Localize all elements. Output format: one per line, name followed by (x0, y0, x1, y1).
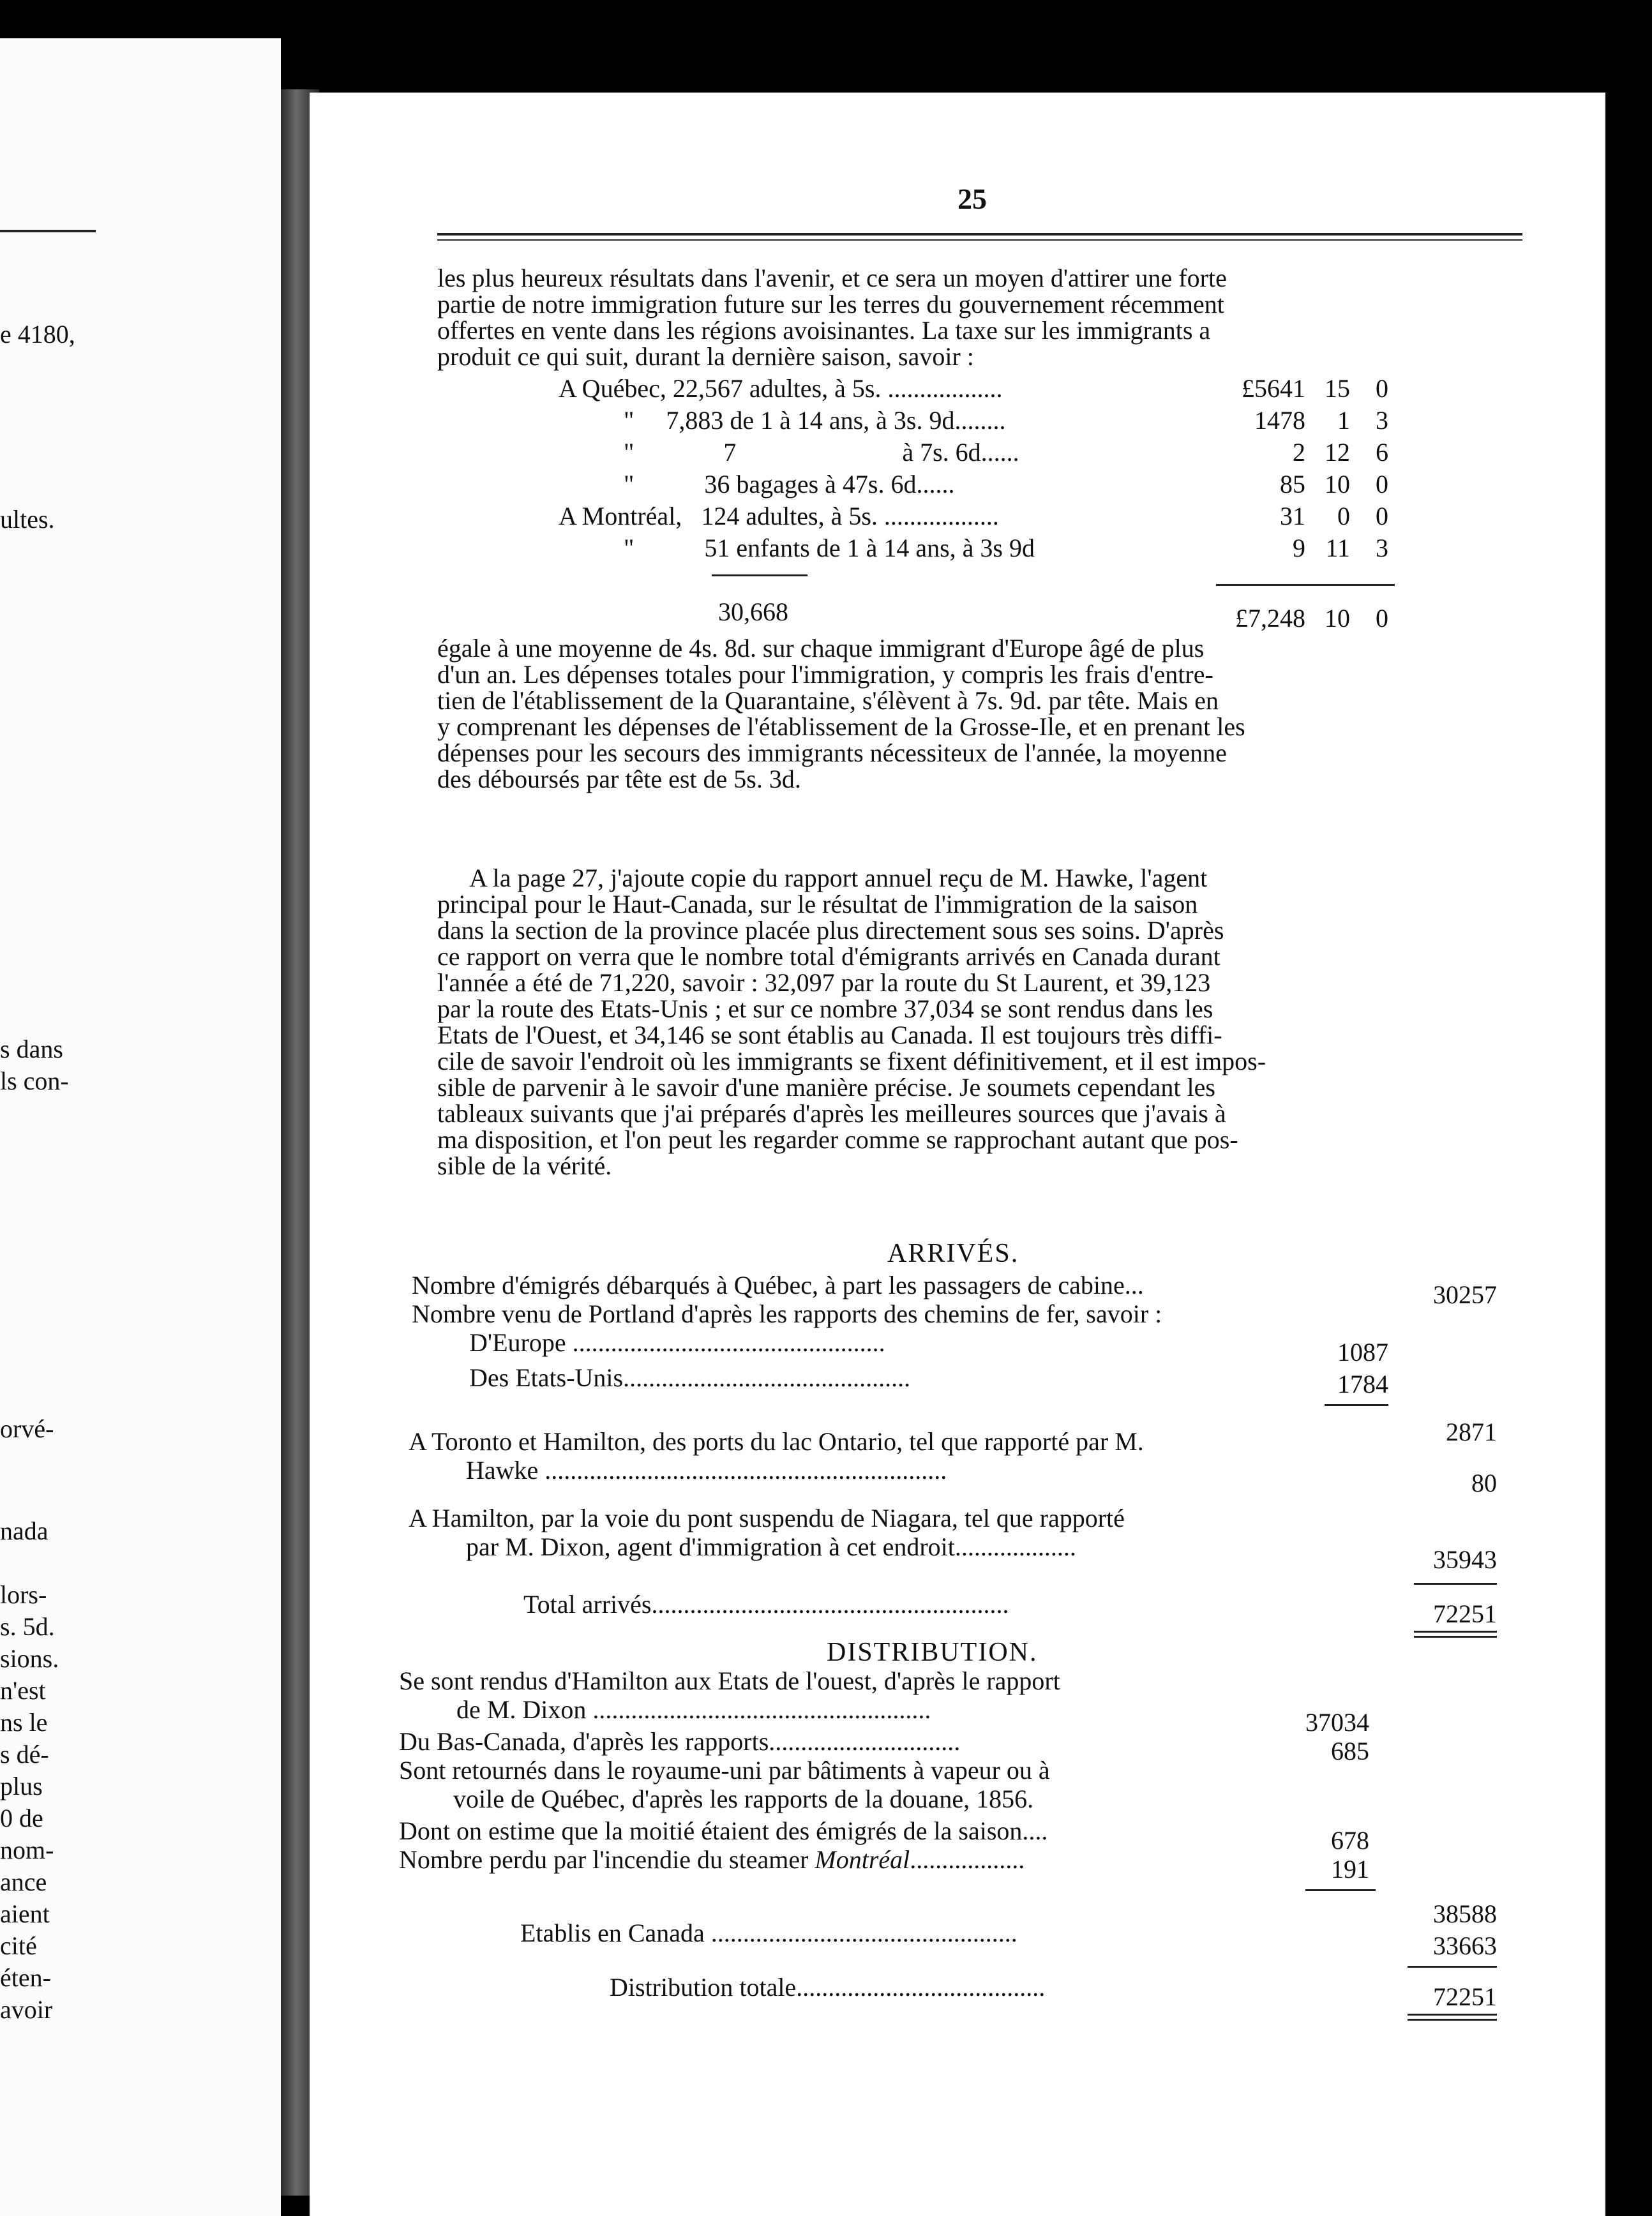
distribution-line: Etablis en Canada ................................................ (520, 1919, 1017, 1947)
arrives-value: 80 (1471, 1469, 1497, 1497)
arrives-line: A Toronto et Hamilton, des ports du lac Ontario, tel que rapporté par M. (409, 1427, 1144, 1456)
text-line: y comprenant les dépenses de l'établissement de la Grosse-Ile, et en prenant les (437, 712, 1245, 741)
distribution-line: Sont retournés dans le royaume-uni par bâtiments à vapeur ou à (399, 1756, 1050, 1785)
count: 124 (701, 502, 740, 530)
text-line: ma disposition, et l'on peut les regarder comme se rapprochant autant que pos- (437, 1125, 1238, 1154)
place: " (624, 406, 635, 435)
desc: de 1 à 14 ans, à 3s. 9d........ (730, 406, 1006, 435)
table-row (624, 469, 954, 499)
left-fragment: plus (0, 1772, 43, 1800)
text-line: tableaux suivants que j'ai préparés d'après les meilleures sources que j'avais à (437, 1099, 1226, 1128)
distribution-line: Du Bas-Canada, d'après les rapports.............................. (399, 1727, 961, 1756)
left-facing-page (0, 38, 281, 2216)
text-line: cile de savoir l'endroit où les immigrants se fixent définitivement, et il est impos- (437, 1047, 1266, 1075)
place: A Québec, (559, 374, 666, 403)
table-row (559, 373, 1002, 403)
text-line: d'un an. Les dépenses totales pour l'immigration, y compris les frais d'entre- (437, 660, 1213, 689)
table-row (624, 533, 1035, 563)
left-fragment: e 4180, (0, 320, 75, 348)
table-row (624, 437, 1019, 467)
left-fragment: aient (0, 1899, 50, 1928)
text-line: sible de la vérité. (437, 1151, 612, 1180)
total-pence: 0 (1376, 604, 1388, 633)
left-fragment: s. 5d. (0, 1612, 55, 1641)
distribution-line: Se sont rendus d'Hamilton aux Etats de l'ouest, d'après le rapport (399, 1666, 1060, 1695)
place: " (624, 470, 635, 498)
sub-rule (1325, 1404, 1388, 1406)
text-line: principal pour le Haut-Canada, sur le résultat de l'immigration de la saison (437, 890, 1198, 918)
left-fragment: sions. (0, 1644, 59, 1673)
distribution-value: 678 (1331, 1826, 1369, 1855)
arrives-line: A Hamilton, par la voie du pont suspendu de Niagara, tel que rapporté (409, 1504, 1125, 1532)
shillings: 11 (1325, 534, 1350, 562)
left-fragment: ance (0, 1868, 47, 1896)
steamer-name: Montréal (815, 1845, 910, 1874)
arrives-total-label: Total arrivés........................................................ (523, 1590, 1009, 1619)
distribution-line (399, 1845, 1025, 1875)
arrives-value: 30257 (1433, 1280, 1497, 1309)
sub-rule (1305, 1889, 1376, 1891)
text-line: par la route des Etats-Unis ; et sur ce nombre 37,034 se sont rendus dans les (437, 994, 1213, 1023)
total-double-rule (1408, 2014, 1497, 2021)
paragraph-average-cost (437, 635, 1529, 792)
page-number: 25 (957, 183, 987, 215)
distribution-line: voile de Québec, d'après les rapports de la douane, 1856. (453, 1785, 1034, 1813)
left-fragment: éten- (0, 1963, 51, 1992)
arrives-line: Nombre venu de Portland d'après les rapports des chemins de fer, savoir : (412, 1299, 1162, 1328)
left-fragment: ls con- (0, 1067, 69, 1095)
left-fragment: avoir (0, 1995, 53, 2024)
table-row (559, 501, 999, 531)
text-line: offertes en vente dans les régions avoisinantes. La taxe sur les immigrants a (437, 316, 1211, 345)
pence: 3 (1376, 406, 1388, 435)
distribution-value: 37034 (1305, 1708, 1369, 1737)
pounds: 9 (1293, 534, 1305, 562)
pence: 6 (1376, 438, 1388, 467)
text-line: l'année a été de 71,220, savoir : 32,097 par la route du St Laurent, et 39,123 (437, 968, 1211, 997)
text-line: produit ce qui suit, durant la dernière saison, savoir : (437, 342, 974, 371)
distribution-line-text: Nombre perdu par l'incendie du steamer (399, 1845, 815, 1874)
shillings: 1 (1337, 406, 1350, 435)
text-line: dans la section de la province placée plus directement sous ses soins. D'après (437, 916, 1224, 945)
shillings: 15 (1325, 374, 1350, 403)
text-line: les plus heureux résultats dans l'avenir, et ce sera un moyen d'attirer une forte (437, 264, 1227, 292)
pounds: £5641 (1242, 374, 1305, 403)
table-row (624, 405, 1005, 435)
text-line: sible de parvenir à le savoir d'une manière précise. Je soumets cependant les (437, 1073, 1215, 1102)
arrives-value: 1784 (1337, 1370, 1388, 1398)
paragraph-hawke-report (437, 865, 1529, 1179)
total-rule (1414, 1583, 1497, 1585)
desc: adultes, à 5s. .................. (749, 374, 1003, 403)
money-total-rule (1216, 584, 1395, 586)
count: 36 (704, 470, 730, 498)
count: 7 (723, 438, 737, 467)
arrives-line: Nombre d'émigrés débarqués à Québec, à part les passagers de cabine... (412, 1271, 1144, 1299)
pence: 0 (1376, 470, 1388, 498)
text-line: ce rapport on verra que le nombre total d'émigrants arrivés en Canada durant (437, 942, 1220, 971)
distribution-line: Dont on estime que la moitié étaient des émigrés de la saison.... (399, 1816, 1048, 1845)
desc: enfants de 1 à 14 ans, à 3s 9d (736, 534, 1035, 562)
text-line: partie de notre immigration future sur les terres du gouvernement récemment (437, 290, 1224, 318)
distribution-value: 191 (1331, 1855, 1369, 1883)
desc: à 7s. 6d...... (902, 438, 1019, 467)
total-count: 30,668 (718, 597, 788, 626)
count: 22,567 (672, 374, 743, 403)
left-fragment: s dé- (0, 1740, 49, 1769)
intro-paragraph (437, 265, 1529, 370)
shillings: 12 (1325, 438, 1350, 467)
distribution-value: 33663 (1433, 1931, 1497, 1960)
arrives-heading: ARRIVÉS. (887, 1239, 1019, 1268)
arrives-line: par M. Dixon, agent d'immigration à cet endroit................... (466, 1532, 1076, 1561)
text-line: dépenses pour les secours des immigrants nécessiteux de l'année, la moyenne (437, 738, 1227, 767)
count-total-rule (712, 574, 807, 576)
pounds: 31 (1280, 502, 1305, 530)
shillings: 0 (1337, 502, 1350, 530)
arrives-line: Hawke ............................................................... (466, 1456, 947, 1485)
left-fragment: cité (0, 1931, 37, 1960)
left-fragment: nom- (0, 1836, 54, 1864)
place: A Montréal, (559, 502, 682, 530)
pence: 3 (1376, 534, 1388, 562)
distribution-heading: DISTRIBUTION. (827, 1638, 1038, 1667)
arrives-line: Des Etats-Unis............................................. (469, 1363, 911, 1392)
distribution-value: 38588 (1433, 1899, 1497, 1928)
pounds: 85 (1280, 470, 1305, 498)
left-fragment: s dans (0, 1035, 63, 1063)
count: 7,883 (666, 406, 724, 435)
arrives-value: 2871 (1446, 1418, 1497, 1446)
left-fragment: ns le (0, 1708, 48, 1737)
distribution-total-value: 72251 (1433, 1982, 1497, 2011)
pence: 0 (1376, 502, 1388, 530)
right-page (310, 93, 1605, 2216)
distribution-total-label: Distribution totale....................................... (610, 1973, 1046, 2002)
distribution-value: 685 (1331, 1737, 1369, 1765)
count: 51 (704, 534, 730, 562)
text-line: Etats de l'Ouest, et 34,146 se sont établis au Canada. Il est toujours très diffi- (437, 1021, 1222, 1049)
dots: .................. (910, 1845, 1025, 1874)
left-fragment: 0 de (0, 1804, 43, 1832)
place: " (624, 438, 635, 467)
arrives-total-value: 72251 (1433, 1599, 1497, 1628)
total-rule (1408, 1966, 1497, 1968)
total-shillings: 10 (1325, 604, 1350, 633)
arrives-value: 1087 (1337, 1338, 1388, 1366)
arrives-line: D'Europe ................................................. (469, 1328, 885, 1357)
left-fragment: orvé- (0, 1414, 54, 1443)
pounds: 1478 (1254, 406, 1305, 435)
left-fragment: lors- (0, 1580, 47, 1609)
desc: bagages à 47s. 6d...... (736, 470, 955, 498)
desc: adultes, à 5s. .................. (746, 502, 999, 530)
text-line: des déboursés par tête est de 5s. 3d. (437, 765, 801, 793)
left-fragment: n'est (0, 1676, 46, 1705)
shillings: 10 (1325, 470, 1350, 498)
text-line: tien de l'établissement de la Quarantaine, s'élèvent à 7s. 9d. par tête. Mais en (437, 686, 1219, 715)
left-fragment: nada (0, 1516, 49, 1545)
total-double-rule (1414, 1631, 1497, 1638)
left-fragment: ultes. (0, 505, 55, 534)
place: " (624, 534, 635, 562)
pounds: 2 (1293, 438, 1305, 467)
text-line: A la page 27, j'ajoute copie du rapport annuel reçu de M. Hawke, l'agent (469, 864, 1208, 892)
pence: 0 (1376, 374, 1388, 403)
left-page-rule (0, 230, 96, 232)
distribution-line: de M. Dixon ..................................................... (456, 1695, 931, 1724)
text-line: égale à une moyenne de 4s. 8d. sur chaque immigrant d'Europe âgé de plus (437, 634, 1205, 663)
header-rule (437, 233, 1522, 241)
total-pounds: £7,248 (1235, 604, 1305, 633)
arrives-value: 35943 (1433, 1545, 1497, 1574)
